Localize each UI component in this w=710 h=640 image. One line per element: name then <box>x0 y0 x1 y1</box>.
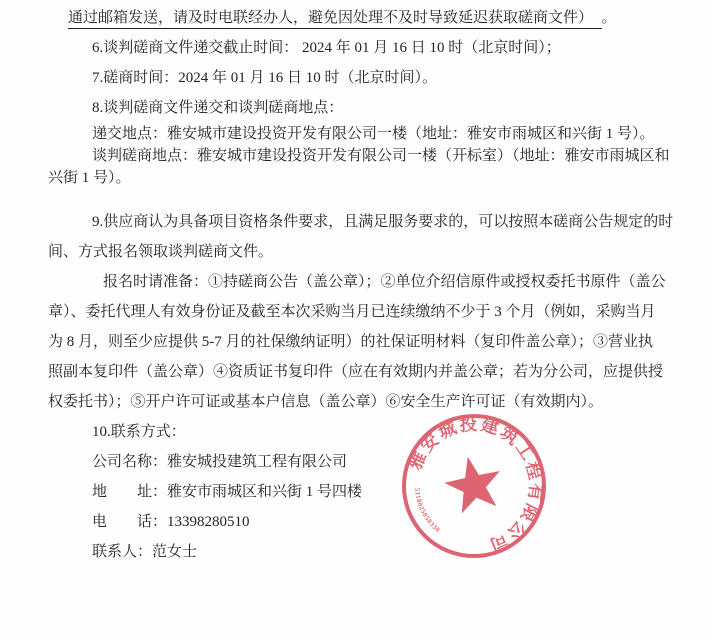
seal-star-icon <box>444 457 500 514</box>
document-text-column <box>48 3 674 567</box>
seal-company-textpath: 雅安城投建筑工程有限公司 <box>404 413 547 557</box>
seal-number-textpath: 5118025050330 <box>413 487 442 535</box>
item-8-delivery-location-line: 递交地点：雅安城市建设投资开发有限公司一楼（地址：雅安市雨城区和兴街 1 号）。 <box>92 126 655 142</box>
item-8-negotiation-location-line: 谈判磋商地点：雅安城市建设投资开发有限公司一楼（开标室）（地址：雅安市雨城区和 <box>92 148 670 164</box>
item-9-line-1: 9.供应商认为具备项目资格条件要求，且满足服务要求的，可以按照本磋商公告规定的时 <box>92 214 674 230</box>
company-seal <box>389 401 559 571</box>
item-8-negotiation-location-wrap-line: 兴街 1 号）。 <box>48 170 131 186</box>
item-9-materials-line-1: 报名时请准备：①持磋商公告（盖公章）；②单位介绍信原件或授权委托书原件（盖公 <box>103 274 666 290</box>
contact-address-line: 地 址：雅安市雨城区和兴街 1 号四楼 <box>92 484 363 500</box>
item-9-line-2: 间、方式报名领取谈判磋商文件。 <box>48 244 274 260</box>
item-10-contact-heading-line: 10.联系方式： <box>92 424 186 440</box>
intro-underlined-text: 通过邮箱发送，请及时电联经办人，避免因处理不及时导致延迟获取磋商文件） <box>68 10 602 29</box>
item-6-deadline-line: 6.谈判磋商文件递交截止时间： 2024 年 01 月 16 日 10 时（北京时间）； <box>92 40 561 56</box>
item-9-materials-line-5: 权委托书）；⑤开户许可证或基本户信息（盖公章）⑥安全生产许可证（有效期内）。 <box>48 394 604 410</box>
item-8-location-heading-line: 8.谈判磋商文件递交和谈判磋商地点： <box>92 100 344 116</box>
contact-phone-line: 电 话：13398280510 <box>92 514 250 530</box>
item-9-materials-line-4: 照副本复印件（盖公章）④资质证书复印件（应在有效期内并盖公章；若为分公司，应提供授 <box>48 364 664 380</box>
contact-company-line: 公司名称：雅安城投建筑工程有限公司 <box>92 454 348 470</box>
intro-line <box>48 3 668 33</box>
item-9-materials-line-3: 为 8 月，则至少应提供 5-7 月的社保缴纳证明）的社保证明材料（复印件盖公章）；③营业执 <box>48 334 653 350</box>
item-7-negotiation-time-line: 7.磋商时间：2024 年 01 月 16 日 10 时（北京时间）。 <box>92 70 438 86</box>
intro-tail-punctuation: 。 <box>601 10 617 26</box>
item-9-materials-line-2: 章）、委托代理人有效身份证及截至本次采购当月已连续缴纳不少于 3 个月（例如，采购当月 <box>48 304 656 320</box>
contact-person-line: 联系人：范女士 <box>92 544 198 560</box>
